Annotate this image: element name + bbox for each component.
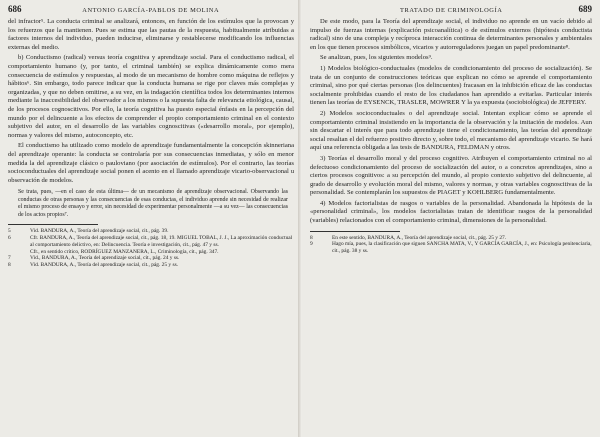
right-paragraph-5: 3) Teorías el desarrollo moral y del proceso cognitivo. Atribuyen el comportamiento criminal no al defectuoso condicionamiento del proceso de socialización del autor, o a concretos aprendizajes, sino a ciertos procesos cognitivos: a su percepción del mundo, al propio contexto subjetivo del delincuente, al grado de desarrollo y evolución moral del mismo, valores y normas, y otras variables cognoscitivas de la personalidad. Se contemplarán los supuestos de PIAGET y KOHLBERG fundamentalmente. [310, 154, 592, 197]
right-paragraph-4: 2) Modelos socioconductuales o del aprendizaje social. Intentan explicar cómo se aprende el comportamiento criminal insistiendo en la importancia de la observación y la imitación de modelos. Aun sin descartar el interés que para todo aprendizaje tiene el condicionamiento, las teorías del aprendizaje social resaltan el del refuerzo positivo directo y, sobre todo, el mecanismo del aprendizaje vicario. Se hará aquí una referencia obligada a las tesis de BANDURA, FELDMAN y otros. [310, 109, 592, 152]
right-paragraph-1: De este modo, para la Teoría del aprendizaje social, el individuo no aprende en un vacío debido al impulso de fuerzas internas (explicación psicoanalítica) o de estímulos externos (hipótesis conductista radical) sino de una compleja y recíproca interacción continua de determinantes personales y ambientales en los que tienen procesos simbólicos, vicarios y autorreguladores juegan un papel predominante⁸. [310, 18, 592, 51]
footnote: Cfr., en sentido crítico, RODRÍGUEZ MANZANERA, L., Criminología, cit., pág. 347. [30, 248, 219, 255]
left-paragraph-2: b) Conductismo (radical) versus teoría cognitiva y aprendizaje social. Para el conductismo radical, el comportamiento humano (y, por tanto, el criminal también) se explica dinámicamente como mera consecuencia de estímulos y respuestas, al modo de un mecanismo de hombre como máquina de reflejos y hábitos⁶. Sin embargo, todo parece indicar que la conducta humana se rige por claves más complejas y organizadas, y que no deben omitirse, a su vez, en la indagación científica todos los determinantes internos mediante la inaccesibilidad del observador a los mismos o la supuesta falta de relevancia etiológica, causal, de los procesos cognoscitivos. Por ello, la teoría cognitiva ha puesto especial énfasis en la percepción del mundo por el delincuente a los efectos de comprender el propio comportamiento criminal en el contexto subjetivo del autor, en el desarrollo de las variables cognoscitivas («desarrollo moral», por ejemplo), normas y valores del mismo, autoconcepto, etc. [8, 54, 294, 139]
right-running-head-text: TRATADO DE CRIMINOLOGÍA [400, 7, 503, 14]
left-paragraph-1: del infractor⁵. La conducta criminal se analizará, entonces, en función de los estímulos que la provocan y los refuerzos que la mantienen. Pues se estima que las pautas de la respuesta, habitualmente atribuidas a factores internos del individuo, pueden inducirse, eliminarse y restablecerse modificando los influencias externas del medio. [8, 18, 294, 51]
footnote: 9 Hago mía, pues, la clasificación que siguen SANCHA MATA, V., Y GARCÍA GARCÍA, J., en: Psicología penitenciaria, cit., pág. 38 y ss. [310, 241, 592, 255]
left-page-number: 686 [8, 4, 22, 14]
left-block-quote: Se trata, pues, —en el caso de esta última— de un mecanismo de aprendizaje observacional. Observando las conductas de otras personas y las consecuencias de esas conductas, el individuo aprende sin necesidad de realizar el mismo proceso de ensayo y error, sin necesidad de experimentar personalmente —a su vez— las consecuencias de los actos propios⁷. [18, 189, 288, 218]
right-paragraph-6: 4) Modelos factorialistas de rasgos o variables de la personalidad. Abandonada la hipótesis de la «personalidad criminal», los modelos factorialistas tratan de identificar rasgos de la personalidad (variables) relacionados con el comportamiento criminal, dimensiones de la personalidad. [310, 199, 592, 225]
footnote: 5 Vid. BANDURA, A., Teoría del aprendizaje social, cit., pág. 39. [8, 228, 169, 235]
left-running-header [8, 4, 294, 14]
left-running-head-text: ANTONIO GARCÍA-PABLOS DE MOLINA [82, 7, 220, 14]
footnote: 8 En este sentido, BANDURA, A., Teoría del aprendizaje social, cit., pág. 25 y 27. [310, 234, 507, 241]
right-page [300, 0, 600, 437]
footnote: 7 Vid., BANDURA, A., Teoría del aprendizaje social, cit., pág. 24 y ss. [8, 255, 180, 262]
right-running-header [310, 4, 592, 14]
right-paragraph-3: 1) Modelos biológico-conductuales (modelos de condicionamiento del proceso de socialización). Se trata de un conjunto de construcciones teóricas que explican no cómo se aprende el comportamiento criminal, sino por qué ciertas personas (los delincuentes) fracasan en la inhibición eficaz de las conductas socialmente prohibidas cuando el resto de los ciudadanos han aprendido a evitarlas. Particular interés tienen las teorías de EYSENCK, TRASLER, MOWRER Y la ya expuesta (sociobiológica) de JEFFERY. [310, 64, 592, 107]
left-footnote-rule [8, 224, 98, 225]
left-paragraph-3: El conductismo ha utilizado como modelo de aprendizaje fundamentalmente la concepción skinneriana del aprendizaje operante: la conducta se controlaría por sus consecuencias inmediatas, y sólo en menor medida la del aprendizaje clásico o pauloviano (por asociación de estímulos). Por el contrario, las teorías socioconductuales del aprendizaje social ponen el acento en el llamado aprendizaje vicario-observacional u observación de modelos. [8, 142, 294, 184]
left-footnotes [8, 228, 294, 269]
footnote: 8 Vid. BANDURA, A., Teoría del aprendizaje social, cit., pág. 25 y ss. [8, 262, 179, 269]
right-paragraph-2: Se analizan, pues, los siguientes modelos⁹. [320, 54, 433, 62]
footnote: 6 Cfr. BANDURA, A., Teoría del aprendizaje social, cit., pág. 18, 19. MIGUEL TOBAL, J. J., La aproximación conductual al comportamiento delictivo, en: Delincuencia. Teoría e investigación, cit., pág. 47 y ss. [8, 235, 293, 248]
right-footnotes [310, 235, 592, 255]
right-footnote-rule [310, 231, 400, 232]
right-page-number: 689 [578, 4, 592, 14]
